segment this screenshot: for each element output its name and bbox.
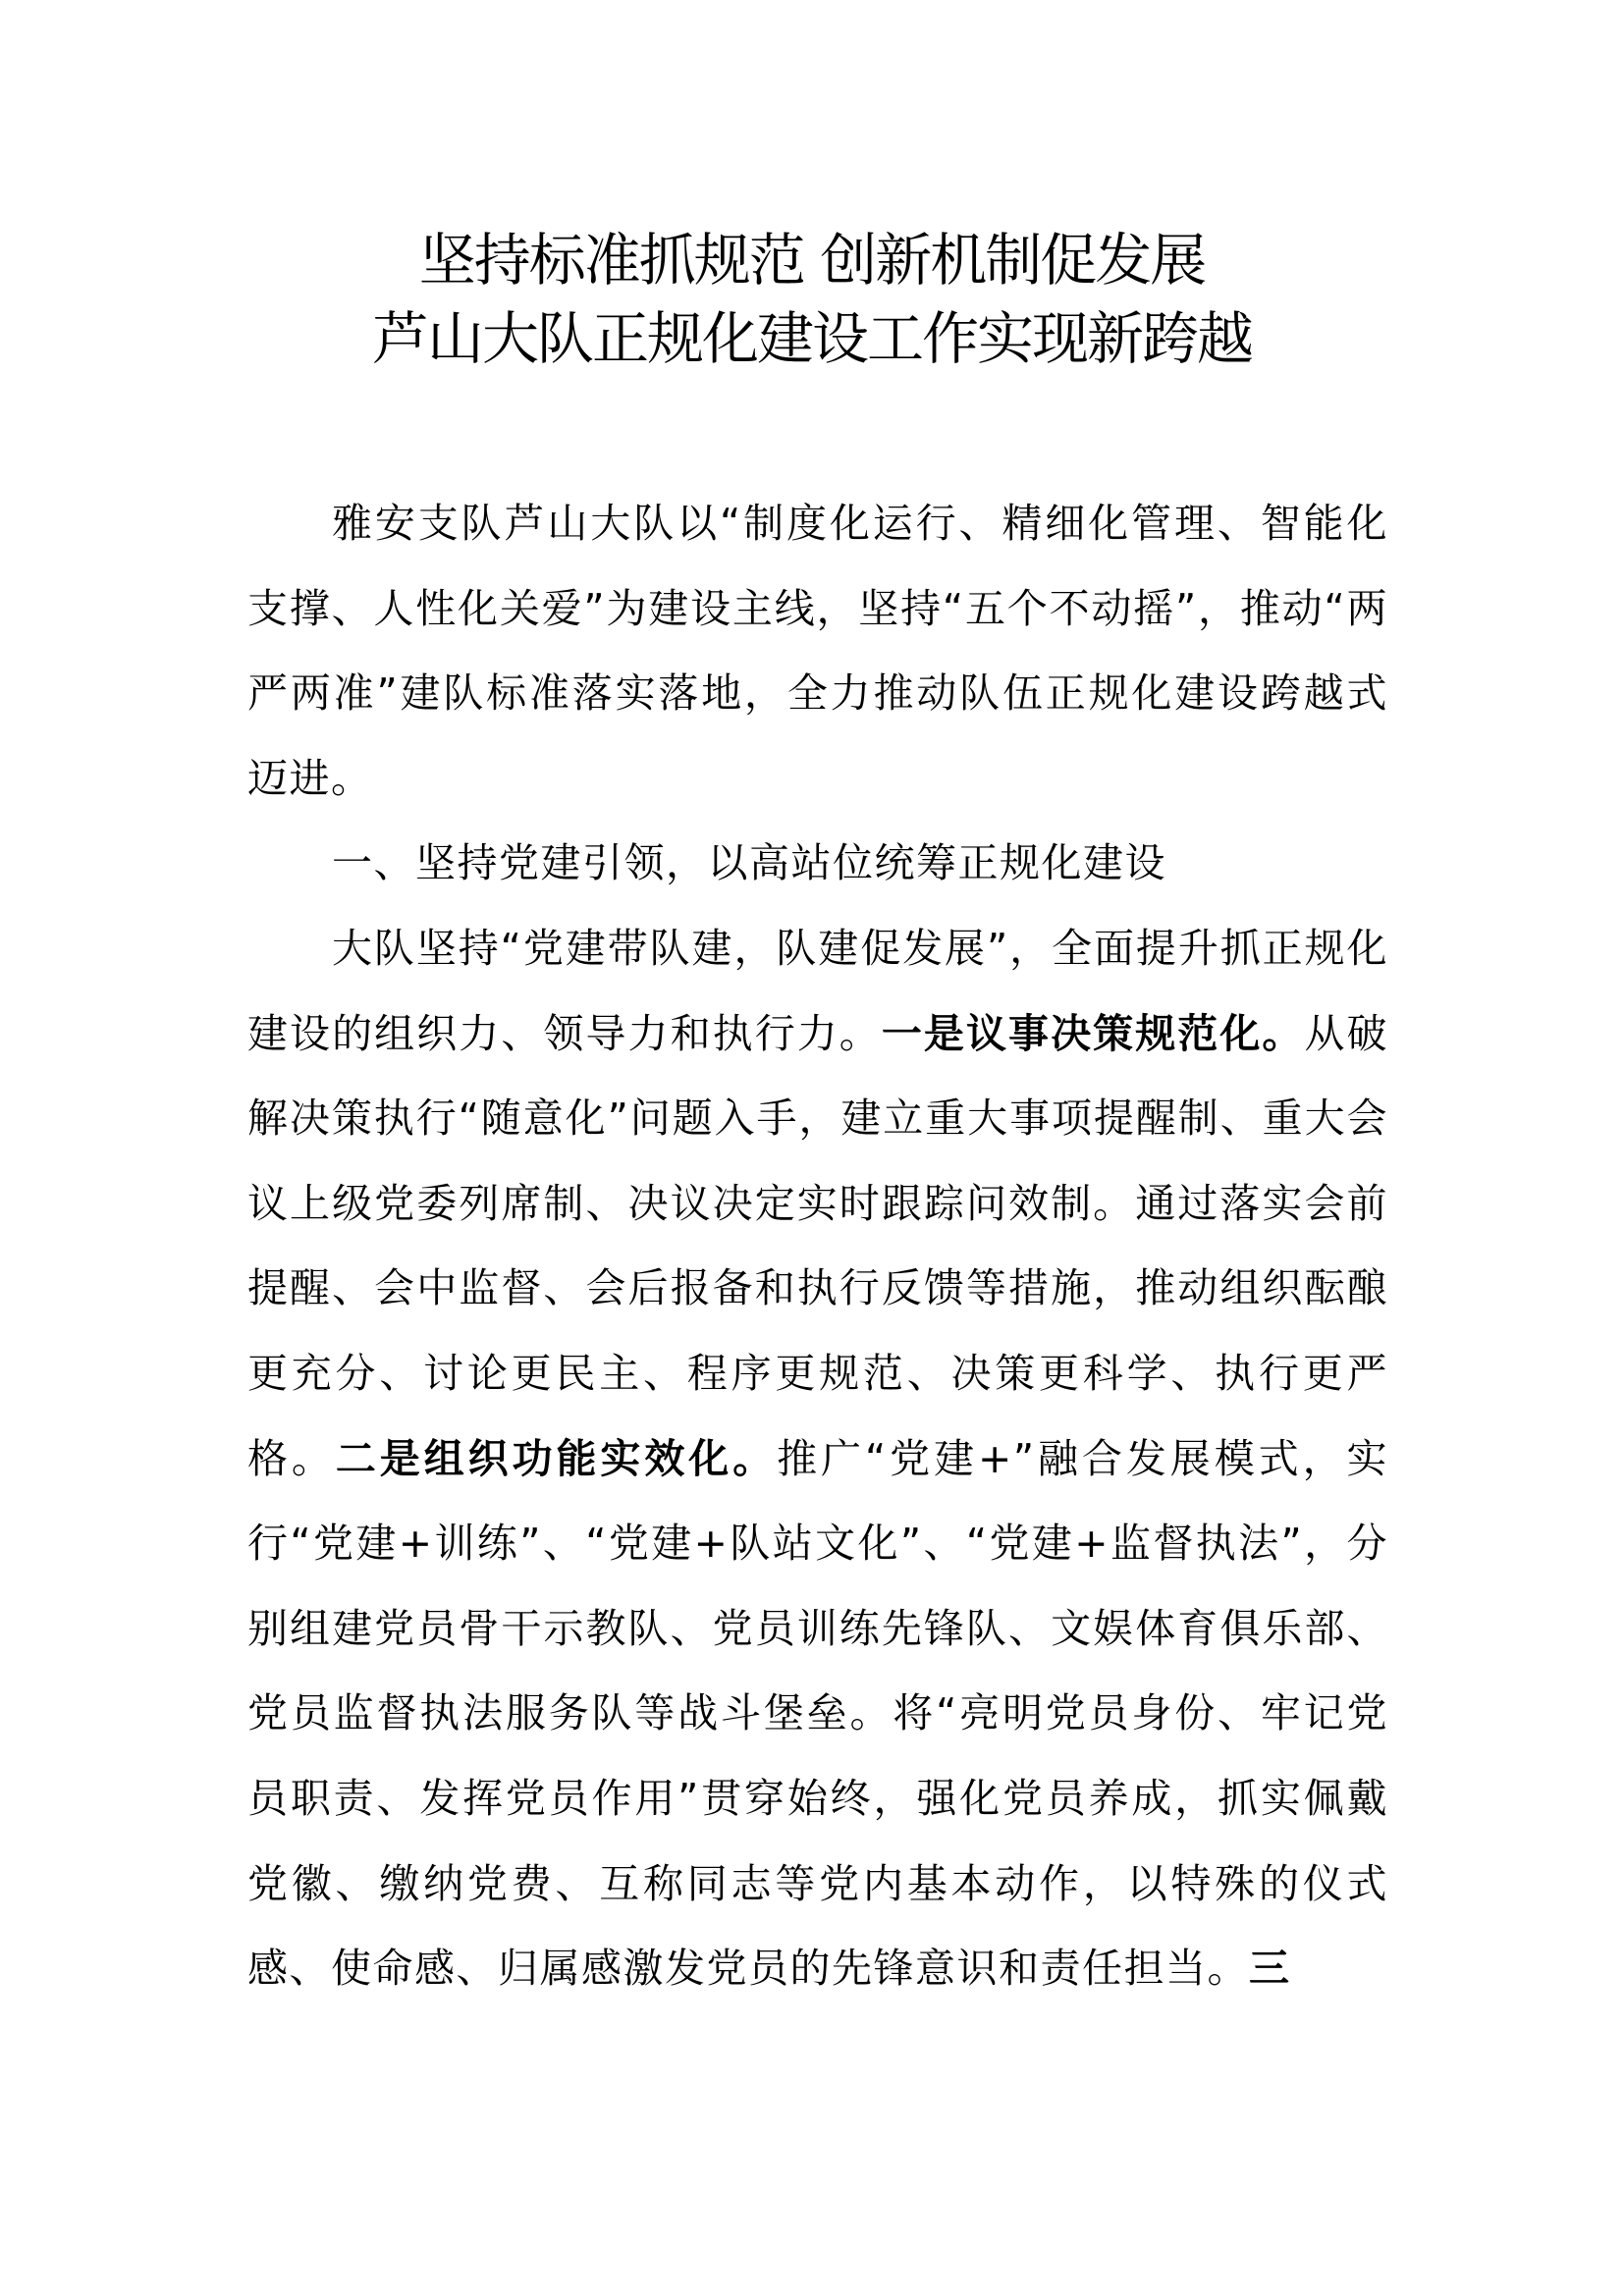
point-3-heading-start: 三 bbox=[1249, 1945, 1291, 1993]
intro-paragraph: 雅安支队芦山大队以“制度化运行、精细化管理、智能化支撑、人性化关爱”为建设主线，坚持“五个不动摇”，推动“两严两准”建队标准落实落地，全力推动队伍正规化建设跨越式迈进。 bbox=[247, 500, 1388, 802]
section-1-paragraph bbox=[247, 906, 1388, 2011]
document-title-line-2: 芦山大队正规化建设工作实现新跨越 bbox=[371, 305, 1252, 372]
point-1-heading: 一是议事决策规范化。 bbox=[881, 1009, 1305, 1057]
point-1-text: 从破解决策执行“随意化”问题入手，建立重大事项提醒制、重大会议上级党委列席制、决议决定实时跟踪问效制。通过落实会前提醒、会中监督、会后报备和执行反馈等措施，推动组织酝酿更充分、讨论更民主、程序更规范、决策更科学、执行更严格。 bbox=[247, 1009, 1389, 1482]
document-body bbox=[247, 481, 1388, 2011]
point-2-heading: 二是组织功能实效化。 bbox=[335, 1434, 778, 1482]
section-heading-1: 一、坚持党建引领，以高站位统筹正规化建设 bbox=[332, 839, 1166, 887]
point-2-text: 推广“党建+”融合发展模式，实行“党建+训练”、“党建+队站文化”、“党建+监督执法”，分别组建党员骨干示教队、党员训练先锋队、文娱体育俱乐部、党员监督执法服务队等战斗堡垒。将“亮明党员身份、牢记党员职责、发挥党员作用”贯穿始终，强化党员养成，抓实佩戴党徽、缴纳党费、互称同志等党内基本动作，以特殊的仪式感、使命感、归属感激发党员的先锋意识和责任担当。 bbox=[247, 1434, 1389, 1993]
section-1-intro: 大队坚持“党建带队建，队建促发展”，全面提升抓正规化建设的组织力、领导力和执行力。 bbox=[247, 924, 1388, 1057]
document-title-line-1: 坚持标准抓规范 创新机制促发展 bbox=[418, 227, 1206, 294]
